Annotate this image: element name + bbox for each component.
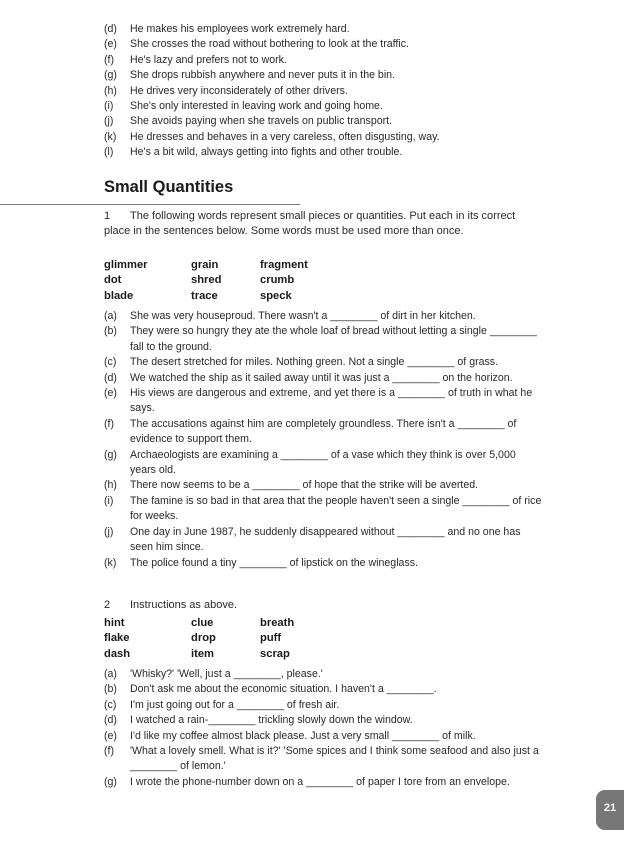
word-row: flake drop puff [104, 632, 282, 645]
list-item: (g) I wrote the phone-number down on a ________ of paper I tore from an envelope. [104, 775, 510, 788]
list-item: (g) Archaeologists are examining a ________ of a vase which they think is over 5,000 years old. [104, 448, 516, 477]
section-title: Small Quantities [104, 178, 234, 196]
list-item: (d) He makes his employees work extremely hard. [104, 23, 350, 35]
exercise2-number: 2 [104, 599, 111, 611]
word-row: dash item scrap [104, 647, 290, 660]
list-item: (c) The desert stretched for miles. Nothing green. Not a single ________ of grass. [104, 356, 499, 369]
list-item: (k) The police found a tiny ________ of lipstick on the wineglass. [104, 556, 418, 569]
list-item: (i) She's only interested in leaving work and going home. [104, 100, 383, 113]
exercise2-sentences [104, 667, 544, 790]
behaviour-list [104, 22, 544, 161]
list-item: (d) I watched a rain-________ trickling slowly down the window. [104, 714, 413, 727]
page-number-tab: 21 [596, 790, 624, 830]
list-item: (f) 'What a lovely smell. What is it?' 'Some spices and I think some seafood and also just a ________ of lemon.' [104, 745, 539, 773]
list-item: (i) The famine is so bad in that area that the people haven't seen a single ________ of rice for weeks. [104, 494, 542, 523]
exercise1-number: 1 [104, 210, 111, 222]
word-row: hint clue breath [104, 617, 295, 629]
list-item: (g) She drops rubbish anywhere and never puts it in the bin. [104, 69, 396, 82]
exercise2-instructions: 2 Instructions as above. [104, 598, 534, 613]
word-row: dot shred crumb [104, 274, 295, 287]
list-item: (h) There now seems to be a ________ of hope that the strike will be averted. [104, 479, 479, 492]
list-item: (k) He dresses and behaves in a very careless, often disgusting, way. [104, 130, 440, 143]
list-item: (f) The accusations against him are completely groundless. There isn't a ________ of evidence to support them. [104, 417, 517, 446]
list-item: (b) Don't ask me about the economic situation. I haven't a ________. [104, 683, 437, 696]
list-item: (a) She was very houseproud. There wasn't a ________ of dirt in her kitchen. [104, 310, 476, 322]
exercise2-word-box [104, 616, 294, 662]
list-item: (f) He's lazy and prefers not to work. [104, 53, 287, 66]
list-item: (a) 'Whisky?' 'Well, just a ________, please.' [104, 668, 323, 680]
list-item: (h) He drives very inconsiderately of other drivers. [104, 84, 348, 97]
list-item: (c) I'm just going out for a ________ of fresh air. [104, 698, 340, 711]
list-item: (d) We watched the ship as it sailed away until it was just a ________ on the horizon. [104, 371, 513, 384]
exercise1-instructions: 1 The following words represent small pieces or quantities. Put each in its correct place in the sentences below. Some words must be used more than once. [104, 210, 516, 238]
list-item: (e) She crosses the road without bothering to look at the traffic. [104, 38, 409, 51]
exercise1-sentences [104, 309, 544, 571]
exercise1-word-box [104, 258, 308, 304]
word-row: blade trace speck [104, 289, 292, 302]
list-item: (e) I'd like my coffee almost black please. Just a very small ________ of milk. [104, 729, 476, 742]
list-item: (j) She avoids paying when she travels on public transport. [104, 115, 393, 128]
list-item: (l) He's a bit wild, always getting into fights and other trouble. [104, 146, 403, 159]
list-item: (b) They were so hungry they ate the whole loaf of bread without letting a single ________ fall to the ground. [104, 325, 537, 353]
list-item: (j) One day in June 1987, he suddenly disappeared without ________ and no one has seen him since. [104, 525, 521, 554]
word-row: glimmer grain fragment [104, 259, 308, 271]
section-divider [0, 204, 300, 205]
list-item: (e) His views are dangerous and extreme, and yet there is a ________ of truth in what he says. [104, 387, 533, 415]
